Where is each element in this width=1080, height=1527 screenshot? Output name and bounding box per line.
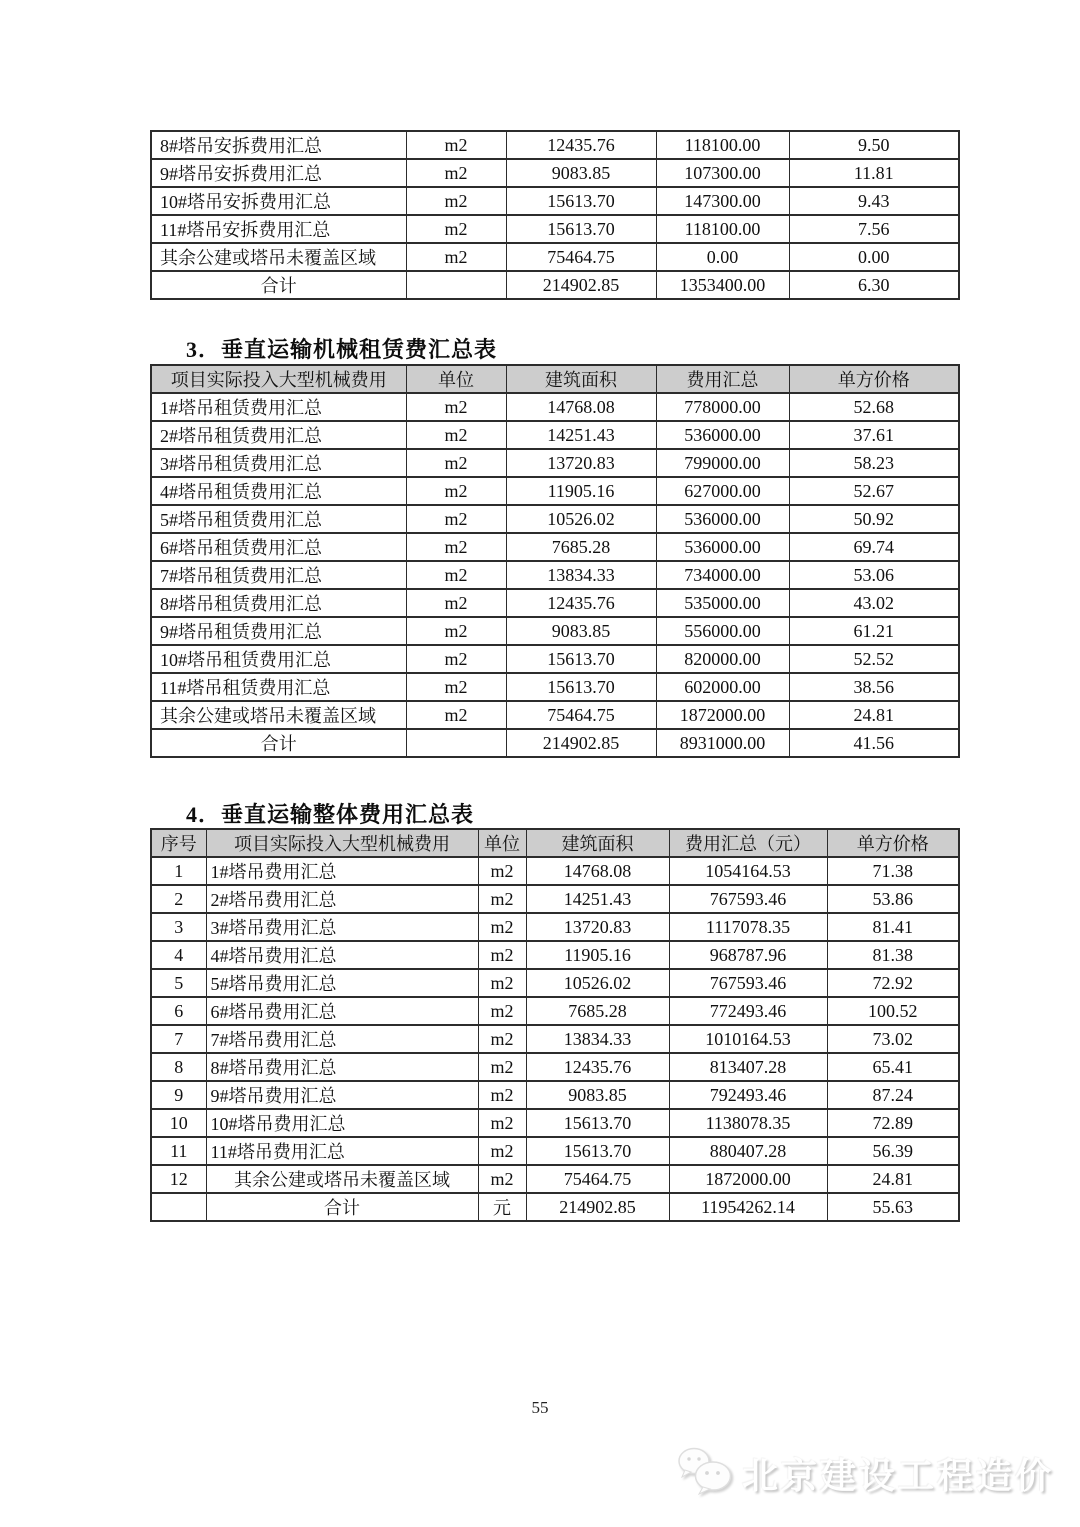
table-row bbox=[151, 131, 959, 159]
table-row bbox=[151, 187, 959, 215]
table-cell: m2 bbox=[478, 1025, 526, 1053]
table-cell: 53.06 bbox=[789, 561, 959, 589]
table-cell: 9#塔吊租赁费用汇总 bbox=[151, 617, 406, 645]
table-cell: 1138078.35 bbox=[669, 1109, 827, 1137]
table-row bbox=[151, 1081, 959, 1109]
table-cell: m2 bbox=[406, 701, 506, 729]
column-header-unit: 单位 bbox=[478, 829, 526, 857]
table-cell: 11905.16 bbox=[526, 941, 669, 969]
table-cell: 8#塔吊费用汇总 bbox=[206, 1053, 478, 1081]
table-row bbox=[151, 533, 959, 561]
table-cell: 合计 bbox=[151, 271, 406, 299]
table-cell: 813407.28 bbox=[669, 1053, 827, 1081]
table-cell bbox=[406, 271, 506, 299]
column-header-cost: 费用汇总 bbox=[656, 365, 789, 393]
table-cell bbox=[406, 729, 506, 757]
table-cell: 536000.00 bbox=[656, 533, 789, 561]
table-cell: 6 bbox=[151, 997, 206, 1025]
table-cell: 12435.76 bbox=[506, 131, 656, 159]
table-cell: 767593.46 bbox=[669, 969, 827, 997]
table-cell: 9083.85 bbox=[526, 1081, 669, 1109]
table-cell: 87.24 bbox=[827, 1081, 959, 1109]
table-cell: 72.92 bbox=[827, 969, 959, 997]
table-cell: 2#塔吊费用汇总 bbox=[206, 885, 478, 913]
table-cell: 214902.85 bbox=[526, 1193, 669, 1221]
table-cell: 535000.00 bbox=[656, 589, 789, 617]
table-cell: 1#塔吊租赁费用汇总 bbox=[151, 393, 406, 421]
table-cell: m2 bbox=[478, 941, 526, 969]
table-row bbox=[151, 159, 959, 187]
table-cell: 4#塔吊租赁费用汇总 bbox=[151, 477, 406, 505]
table-cell: 0.00 bbox=[789, 243, 959, 271]
table-cell: 53.86 bbox=[827, 885, 959, 913]
column-header-seq: 序号 bbox=[151, 829, 206, 857]
table-cell: 11#塔吊费用汇总 bbox=[206, 1137, 478, 1165]
table-cell: 75464.75 bbox=[506, 243, 656, 271]
table-cell: 4#塔吊费用汇总 bbox=[206, 941, 478, 969]
column-header-project: 项目实际投入大型机械费用 bbox=[206, 829, 478, 857]
table-cell: 1 bbox=[151, 857, 206, 885]
table-cell: 12 bbox=[151, 1165, 206, 1193]
table-cell: 12435.76 bbox=[526, 1053, 669, 1081]
table-cell: 55.63 bbox=[827, 1193, 959, 1221]
table-cell: m2 bbox=[478, 1165, 526, 1193]
table-cell: 81.41 bbox=[827, 913, 959, 941]
table-cell: 41.56 bbox=[789, 729, 959, 757]
table-row bbox=[151, 617, 959, 645]
table-cell: m2 bbox=[478, 969, 526, 997]
table-cell: 13720.83 bbox=[526, 913, 669, 941]
table-cell: 12435.76 bbox=[506, 589, 656, 617]
table-cell: 14251.43 bbox=[506, 421, 656, 449]
table-cell: m2 bbox=[478, 1053, 526, 1081]
table-cell: 6.30 bbox=[789, 271, 959, 299]
table-cell: m2 bbox=[406, 421, 506, 449]
table-cell: m2 bbox=[406, 617, 506, 645]
table-cell: 52.52 bbox=[789, 645, 959, 673]
table-row bbox=[151, 645, 959, 673]
table-cell: 1117078.35 bbox=[669, 913, 827, 941]
table-cell: m2 bbox=[478, 1137, 526, 1165]
table-cell: 81.38 bbox=[827, 941, 959, 969]
table-row bbox=[151, 393, 959, 421]
table-cell: 13834.33 bbox=[526, 1025, 669, 1053]
table-cell: 734000.00 bbox=[656, 561, 789, 589]
table-cell: 556000.00 bbox=[656, 617, 789, 645]
table-cell: 72.89 bbox=[827, 1109, 959, 1137]
table-cell: 14251.43 bbox=[526, 885, 669, 913]
table-cell: 118100.00 bbox=[656, 215, 789, 243]
table-cell: 6#塔吊费用汇总 bbox=[206, 997, 478, 1025]
column-header-project: 项目实际投入大型机械费用 bbox=[151, 365, 406, 393]
table-cell: m2 bbox=[478, 997, 526, 1025]
watermark-text: 北京建设工程造价 bbox=[741, 1456, 1054, 1496]
column-header-cost-yuan: 费用汇总（元） bbox=[669, 829, 827, 857]
table-cell: m2 bbox=[478, 857, 526, 885]
table-cell: m2 bbox=[406, 393, 506, 421]
table-cell: 其余公建或塔吊未覆盖区域 bbox=[206, 1165, 478, 1193]
table-cell: 214902.85 bbox=[506, 729, 656, 757]
table-cell: m2 bbox=[406, 561, 506, 589]
table-cell: 14768.08 bbox=[506, 393, 656, 421]
table-row bbox=[151, 1025, 959, 1053]
table-cell: m2 bbox=[406, 505, 506, 533]
table-cell: 4 bbox=[151, 941, 206, 969]
table-cell: 11 bbox=[151, 1137, 206, 1165]
table-cell: 820000.00 bbox=[656, 645, 789, 673]
table-cell: 24.81 bbox=[827, 1165, 959, 1193]
table-row bbox=[151, 271, 959, 299]
table-cell: 7685.28 bbox=[506, 533, 656, 561]
table-cell: 9#塔吊安拆费用汇总 bbox=[151, 159, 406, 187]
table-cell: 1010164.53 bbox=[669, 1025, 827, 1053]
table3-title: 3．垂直运输机械租赁费汇总表 bbox=[186, 337, 498, 362]
table-cell: m2 bbox=[478, 1081, 526, 1109]
table-cell: 3 bbox=[151, 913, 206, 941]
table-cell: 15613.70 bbox=[526, 1109, 669, 1137]
table-cell: 其余公建或塔吊未覆盖区域 bbox=[151, 243, 406, 271]
table-cell: 536000.00 bbox=[656, 421, 789, 449]
table-cell: 13834.33 bbox=[506, 561, 656, 589]
table-cell: 37.61 bbox=[789, 421, 959, 449]
column-header-area: 建筑面积 bbox=[526, 829, 669, 857]
table-cell: 元 bbox=[478, 1193, 526, 1221]
table-cell: 9083.85 bbox=[506, 617, 656, 645]
table-cell: 13720.83 bbox=[506, 449, 656, 477]
table-cell: m2 bbox=[406, 477, 506, 505]
table-row bbox=[151, 885, 959, 913]
table-row bbox=[151, 913, 959, 941]
column-header-unit-price: 单方价格 bbox=[827, 829, 959, 857]
table-row bbox=[151, 589, 959, 617]
table-cell: m2 bbox=[406, 589, 506, 617]
table-cell: m2 bbox=[406, 187, 506, 215]
table-cell: 合计 bbox=[206, 1193, 478, 1221]
table-row bbox=[151, 505, 959, 533]
table-row bbox=[151, 1053, 959, 1081]
table-cell: 11#塔吊安拆费用汇总 bbox=[151, 215, 406, 243]
table-cell: 69.74 bbox=[789, 533, 959, 561]
table-cell: m2 bbox=[406, 645, 506, 673]
table-cell: 9 bbox=[151, 1081, 206, 1109]
table-cell: 8931000.00 bbox=[656, 729, 789, 757]
table-cell: 778000.00 bbox=[656, 393, 789, 421]
table-cell: 2 bbox=[151, 885, 206, 913]
table-header-row bbox=[151, 365, 959, 393]
rental-fee-summary-table bbox=[150, 364, 960, 758]
table-row bbox=[151, 997, 959, 1025]
table-cell: m2 bbox=[406, 673, 506, 701]
table-cell: m2 bbox=[406, 159, 506, 187]
column-header-unit: 单位 bbox=[406, 365, 506, 393]
table-cell: 73.02 bbox=[827, 1025, 959, 1053]
table-cell: 5 bbox=[151, 969, 206, 997]
table4-title: 4．垂直运输整体费用汇总表 bbox=[186, 802, 475, 827]
table-cell: 8#塔吊安拆费用汇总 bbox=[151, 131, 406, 159]
table-cell: 10#塔吊租赁费用汇总 bbox=[151, 645, 406, 673]
table-cell: 10 bbox=[151, 1109, 206, 1137]
table-cell: 6#塔吊租赁费用汇总 bbox=[151, 533, 406, 561]
table-cell: 5#塔吊费用汇总 bbox=[206, 969, 478, 997]
table-cell: 1054164.53 bbox=[669, 857, 827, 885]
table-cell: 10#塔吊安拆费用汇总 bbox=[151, 187, 406, 215]
table-cell: 8 bbox=[151, 1053, 206, 1081]
table-cell: 767593.46 bbox=[669, 885, 827, 913]
table-row bbox=[151, 941, 959, 969]
table-cell: 其余公建或塔吊未覆盖区域 bbox=[151, 701, 406, 729]
table-cell: 15613.70 bbox=[506, 215, 656, 243]
table-cell: 56.39 bbox=[827, 1137, 959, 1165]
overall-cost-summary-table bbox=[150, 828, 960, 1222]
table-cell: 14768.08 bbox=[526, 857, 669, 885]
table-cell: 1#塔吊费用汇总 bbox=[206, 857, 478, 885]
table-cell: 15613.70 bbox=[506, 187, 656, 215]
page-number: 55 bbox=[531, 1398, 549, 1417]
table-row bbox=[151, 969, 959, 997]
table-cell: 11954262.14 bbox=[669, 1193, 827, 1221]
table-cell: 5#塔吊租赁费用汇总 bbox=[151, 505, 406, 533]
table-cell: 合计 bbox=[151, 729, 406, 757]
table-cell: 7#塔吊租赁费用汇总 bbox=[151, 561, 406, 589]
table-cell: 43.02 bbox=[789, 589, 959, 617]
table-cell: 1353400.00 bbox=[656, 271, 789, 299]
table-cell: 15613.70 bbox=[506, 673, 656, 701]
table-cell: 627000.00 bbox=[656, 477, 789, 505]
table-cell: 24.81 bbox=[789, 701, 959, 729]
table-cell: 100.52 bbox=[827, 997, 959, 1025]
table-cell: 772493.46 bbox=[669, 997, 827, 1025]
table-row bbox=[151, 215, 959, 243]
table-cell: 0.00 bbox=[656, 243, 789, 271]
table-cell: 107300.00 bbox=[656, 159, 789, 187]
table-cell: 799000.00 bbox=[656, 449, 789, 477]
table-cell: 3#塔吊费用汇总 bbox=[206, 913, 478, 941]
watermark bbox=[677, 1446, 1054, 1501]
table-row bbox=[151, 1137, 959, 1165]
install-dismantle-summary-table bbox=[150, 130, 960, 300]
table-row bbox=[151, 1109, 959, 1137]
table-cell: 15613.70 bbox=[506, 645, 656, 673]
table-cell: 10526.02 bbox=[526, 969, 669, 997]
table-cell: 11#塔吊租赁费用汇总 bbox=[151, 673, 406, 701]
table-cell: 1872000.00 bbox=[656, 701, 789, 729]
table-cell: 61.21 bbox=[789, 617, 959, 645]
table-row bbox=[151, 449, 959, 477]
table-row bbox=[151, 1165, 959, 1193]
table-cell: m2 bbox=[406, 131, 506, 159]
table-cell: 536000.00 bbox=[656, 505, 789, 533]
table-cell: 9.43 bbox=[789, 187, 959, 215]
table-row bbox=[151, 243, 959, 271]
table-row bbox=[151, 729, 959, 757]
wechat-icon bbox=[677, 1446, 735, 1501]
table-cell: 65.41 bbox=[827, 1053, 959, 1081]
table-row bbox=[151, 1193, 959, 1221]
table-cell: 7 bbox=[151, 1025, 206, 1053]
table-cell: 11.81 bbox=[789, 159, 959, 187]
table-cell: 58.23 bbox=[789, 449, 959, 477]
table-cell: 75464.75 bbox=[526, 1165, 669, 1193]
table-row bbox=[151, 421, 959, 449]
table-cell: 9#塔吊费用汇总 bbox=[206, 1081, 478, 1109]
table-cell: 9.50 bbox=[789, 131, 959, 159]
column-header-unit-price: 单方价格 bbox=[789, 365, 959, 393]
table-cell: 7685.28 bbox=[526, 997, 669, 1025]
table-cell: 118100.00 bbox=[656, 131, 789, 159]
table-cell: 52.67 bbox=[789, 477, 959, 505]
table-cell: 2#塔吊租赁费用汇总 bbox=[151, 421, 406, 449]
table-cell: 214902.85 bbox=[506, 271, 656, 299]
table-cell: 880407.28 bbox=[669, 1137, 827, 1165]
table-cell: 602000.00 bbox=[656, 673, 789, 701]
table-cell: 1872000.00 bbox=[669, 1165, 827, 1193]
table-cell: 50.92 bbox=[789, 505, 959, 533]
table-cell: 75464.75 bbox=[506, 701, 656, 729]
table-row bbox=[151, 673, 959, 701]
table-cell: 792493.46 bbox=[669, 1081, 827, 1109]
table-row bbox=[151, 561, 959, 589]
table-cell: 52.68 bbox=[789, 393, 959, 421]
table-cell: 7#塔吊费用汇总 bbox=[206, 1025, 478, 1053]
table-cell: 8#塔吊租赁费用汇总 bbox=[151, 589, 406, 617]
table-cell: 3#塔吊租赁费用汇总 bbox=[151, 449, 406, 477]
table-cell: 38.56 bbox=[789, 673, 959, 701]
table-cell: m2 bbox=[478, 913, 526, 941]
table-cell: 11905.16 bbox=[506, 477, 656, 505]
table-cell: m2 bbox=[406, 243, 506, 271]
table-cell: m2 bbox=[478, 1109, 526, 1137]
table-cell: 9083.85 bbox=[506, 159, 656, 187]
table-cell bbox=[151, 1193, 206, 1221]
table-header-row bbox=[151, 829, 959, 857]
table-cell: m2 bbox=[406, 449, 506, 477]
table-row bbox=[151, 477, 959, 505]
column-header-area: 建筑面积 bbox=[506, 365, 656, 393]
table-cell: 7.56 bbox=[789, 215, 959, 243]
table-cell: m2 bbox=[406, 215, 506, 243]
table-cell: 10526.02 bbox=[506, 505, 656, 533]
table-row bbox=[151, 857, 959, 885]
table-cell: 147300.00 bbox=[656, 187, 789, 215]
table-row bbox=[151, 701, 959, 729]
table-cell: 10#塔吊费用汇总 bbox=[206, 1109, 478, 1137]
table-cell: m2 bbox=[406, 533, 506, 561]
table-cell: m2 bbox=[478, 885, 526, 913]
table-cell: 968787.96 bbox=[669, 941, 827, 969]
table-cell: 71.38 bbox=[827, 857, 959, 885]
table-cell: 15613.70 bbox=[526, 1137, 669, 1165]
